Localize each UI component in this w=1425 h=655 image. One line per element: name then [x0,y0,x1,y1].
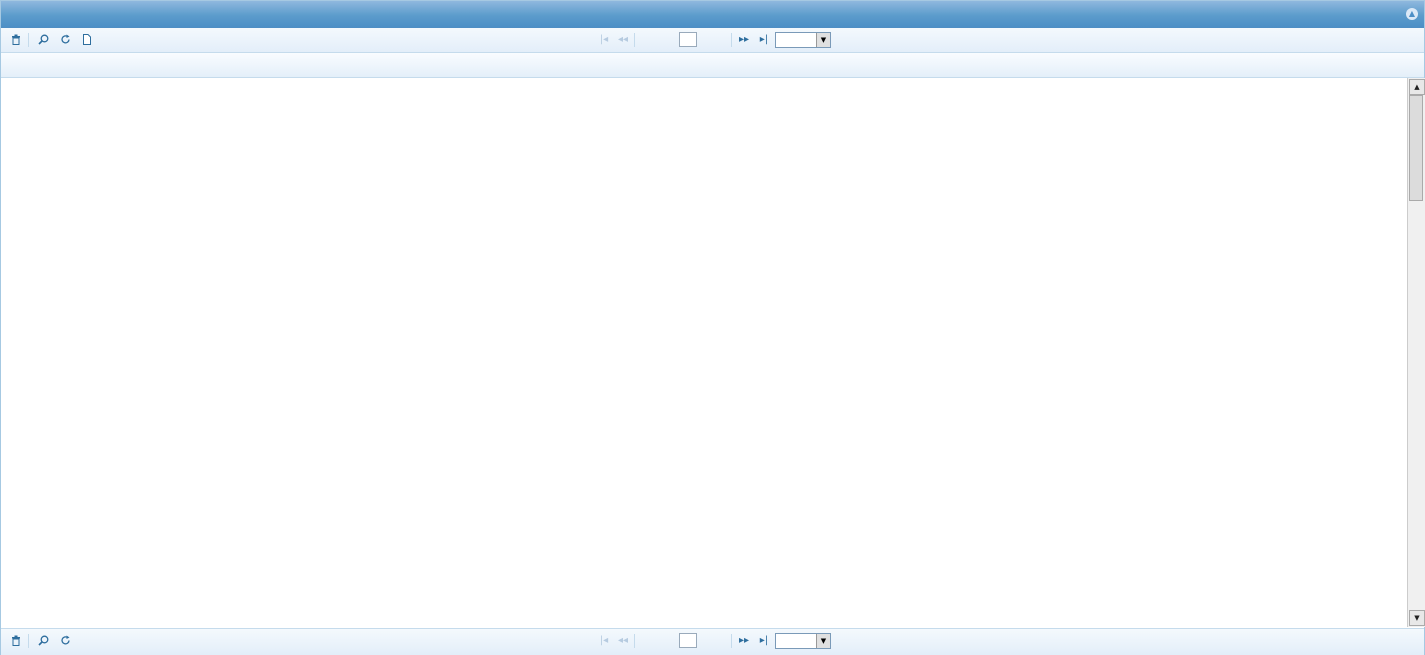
collapse-icon[interactable]: ▲ [1406,8,1418,20]
scroll-down-icon[interactable]: ▼ [1409,610,1425,626]
scrollbar-thumb[interactable] [1409,95,1423,201]
rows-per-page-select[interactable] [775,633,831,649]
trash-icon[interactable] [10,34,22,46]
rows-per-page-select[interactable] [775,32,831,48]
last-page-icon[interactable]: ▸| [759,34,769,45]
next-page-icon[interactable]: ▸▸ [738,34,750,45]
new-document-icon[interactable] [81,34,93,46]
prev-page-icon: ◂◂ [617,635,629,646]
search-icon[interactable] [37,34,49,46]
chevron-down-icon: ▼ [816,634,830,648]
trash-icon[interactable] [10,635,22,647]
bottom-pager [1,628,1424,655]
scroll-up-icon[interactable]: ▲ [1409,79,1425,95]
page-number-input[interactable] [679,32,697,47]
next-page-icon[interactable]: ▸▸ [738,635,750,646]
last-page-icon[interactable]: ▸| [759,635,769,646]
chevron-down-icon: ▼ [816,33,830,47]
grid-titlebar [1,1,1424,28]
first-page-icon: |◂ [599,635,609,646]
grid-header [1,53,1424,78]
vertical-scrollbar[interactable] [1407,78,1425,627]
prev-page-icon: ◂◂ [617,34,629,45]
search-icon[interactable] [37,635,49,647]
grid-body [1,78,1406,627]
refresh-icon[interactable] [59,34,71,46]
refresh-icon[interactable] [59,635,71,647]
top-pager [1,28,1424,53]
first-page-icon: |◂ [599,34,609,45]
page-number-input[interactable] [679,633,697,648]
